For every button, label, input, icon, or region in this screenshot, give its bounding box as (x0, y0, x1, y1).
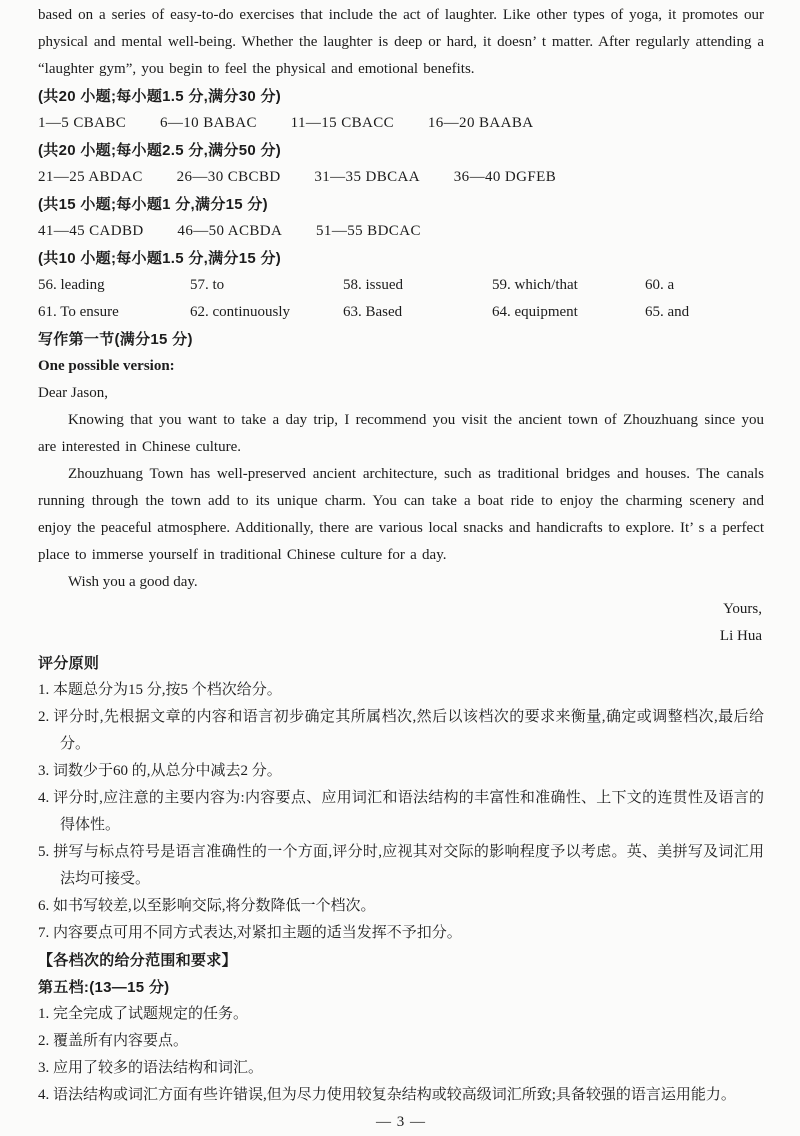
possible-version-label: One possible version: (38, 358, 175, 374)
letter-signature: Li Hua (719, 628, 762, 644)
band5-item: 2. 覆盖所有内容要点。 (38, 1033, 189, 1049)
answer-group: 16—20 BAABA (427, 115, 534, 131)
blank-answer: 56. leading (38, 277, 105, 293)
blank-answer: 62. continuously (190, 304, 290, 320)
scoring-principle: 2. 评分时,先根据文章的内容和语言初步确定其所属档次,然后以该档次的要求来衡量,确定或调整档次,最后给分。 (38, 709, 764, 752)
blank-answer: 60. a (645, 277, 675, 293)
scoring-principle: 7. 内容要点可用不同方式表达,对紧扣主题的适当发挥不予扣分。 (38, 925, 462, 941)
answer-group: 41—45 CADBD (38, 223, 144, 239)
answer-group: 51—55 BDCAC (316, 223, 421, 239)
band5-item: 3. 应用了较多的语法结构和词汇。 (38, 1060, 264, 1076)
scoring-principle: 4. 评分时,应注意的主要内容为:内容要点、应用词汇和语法结构的丰富性和准确性、上下文的连贯性及语言的得体性。 (38, 790, 764, 833)
page-number: — 3 — (376, 1114, 426, 1130)
blank-answer: 61. To ensure (38, 304, 119, 320)
letter-paragraph: Knowing that you want to take a day trip, I recommend you visit the ancient town of Zhouzhuang since you are interested in Chinese culture. (38, 412, 764, 455)
blank-answer: 63. Based (343, 304, 403, 320)
letter-salutation: Dear Jason, (38, 385, 108, 401)
section-header-reading: (共20 小题;每小题2.5 分,满分50 分) (38, 142, 282, 159)
answer-group: 46—50 ACBDA (177, 223, 283, 239)
answer-group: 21—25 ABDAC (38, 169, 143, 185)
intro-paragraph: based on a series of easy-to-do exercises that include the act of laughter. Like other types of yoga, it promotes our physical and mental well-being. Whether the laughter is deep or hard, it doesn’ t matter. After regularly attending a “laughter gym”, you begin to feel the physical and emotional benefits. (38, 7, 764, 77)
scoring-principle: 1. 本题总分为15 分,按5 个档次给分。 (38, 682, 282, 698)
section-header-cloze: (共15 小题;每小题1 分,满分15 分) (38, 196, 268, 213)
blank-answer: 65. and (645, 304, 690, 320)
blank-answer: 64. equipment (492, 304, 578, 320)
answer-group: 26—30 CBCBD (176, 169, 281, 185)
writing-section-header: 写作第一节(满分15 分) (38, 331, 193, 348)
section-header-grammar-fill: (共10 小题;每小题1.5 分,满分15 分) (38, 250, 282, 267)
answers-line-1-20 (38, 110, 764, 137)
band5-item: 1. 完全完成了试题规定的任务。 (38, 1006, 249, 1022)
scoring-principles-title: 评分原则 (38, 655, 100, 672)
answer-group: 1—5 CBABC (38, 115, 127, 131)
scoring-principle: 3. 词数少于60 的,从总分中减去2 分。 (38, 763, 282, 779)
band5-item: 4. 语法结构或词汇方面有些许错误,但为尽力使用较复杂结构或较高级词汇所致;具备较强的语言运用能力。 (38, 1087, 736, 1103)
blank-answer: 57. to (190, 277, 225, 293)
letter-closing: Yours, (723, 601, 762, 617)
blank-answer: 59. which/that (492, 277, 578, 293)
answer-group: 6—10 BABAC (159, 115, 257, 131)
answer-group: 31—35 DBCAA (314, 169, 421, 185)
scoring-principle: 5. 拼写与标点符号是语言准确性的一个方面,评分时,应视其对交际的影响程度予以考虑。英、美拼写及词汇用法均可接受。 (38, 844, 764, 887)
section-header-listening: (共20 小题;每小题1.5 分,满分30 分) (38, 88, 282, 105)
answer-group: 36—40 DGFEB (453, 169, 557, 185)
fill-in-row-61-65 (38, 299, 764, 326)
letter-paragraph: Wish you a good day. (68, 574, 198, 590)
band5-header: 第五档:(13—15 分) (38, 979, 170, 996)
answer-group: 11—15 CBACC (290, 115, 395, 131)
answers-line-21-40 (38, 164, 764, 191)
scoring-principle: 6. 如书写较差,以至影响交际,将分数降低一个档次。 (38, 898, 376, 914)
blank-answer: 58. issued (343, 277, 403, 293)
fill-in-row-56-60 (38, 272, 764, 299)
bands-header: 【各档次的给分范围和要求】 (38, 952, 237, 969)
answers-line-41-55 (38, 218, 764, 245)
letter-paragraph: Zhouzhuang Town has well-preserved ancient architecture, such as traditional bridges and houses. The canals running through the town add to its unique charm. You can take a boat ride to enjoy the charming scenery and enjoy the peaceful atmosphere. Additionally, there are various local snacks and handicrafts to explore. It’ s a perfect place to immerse yourself in traditional Chinese culture for a day. (38, 466, 764, 563)
